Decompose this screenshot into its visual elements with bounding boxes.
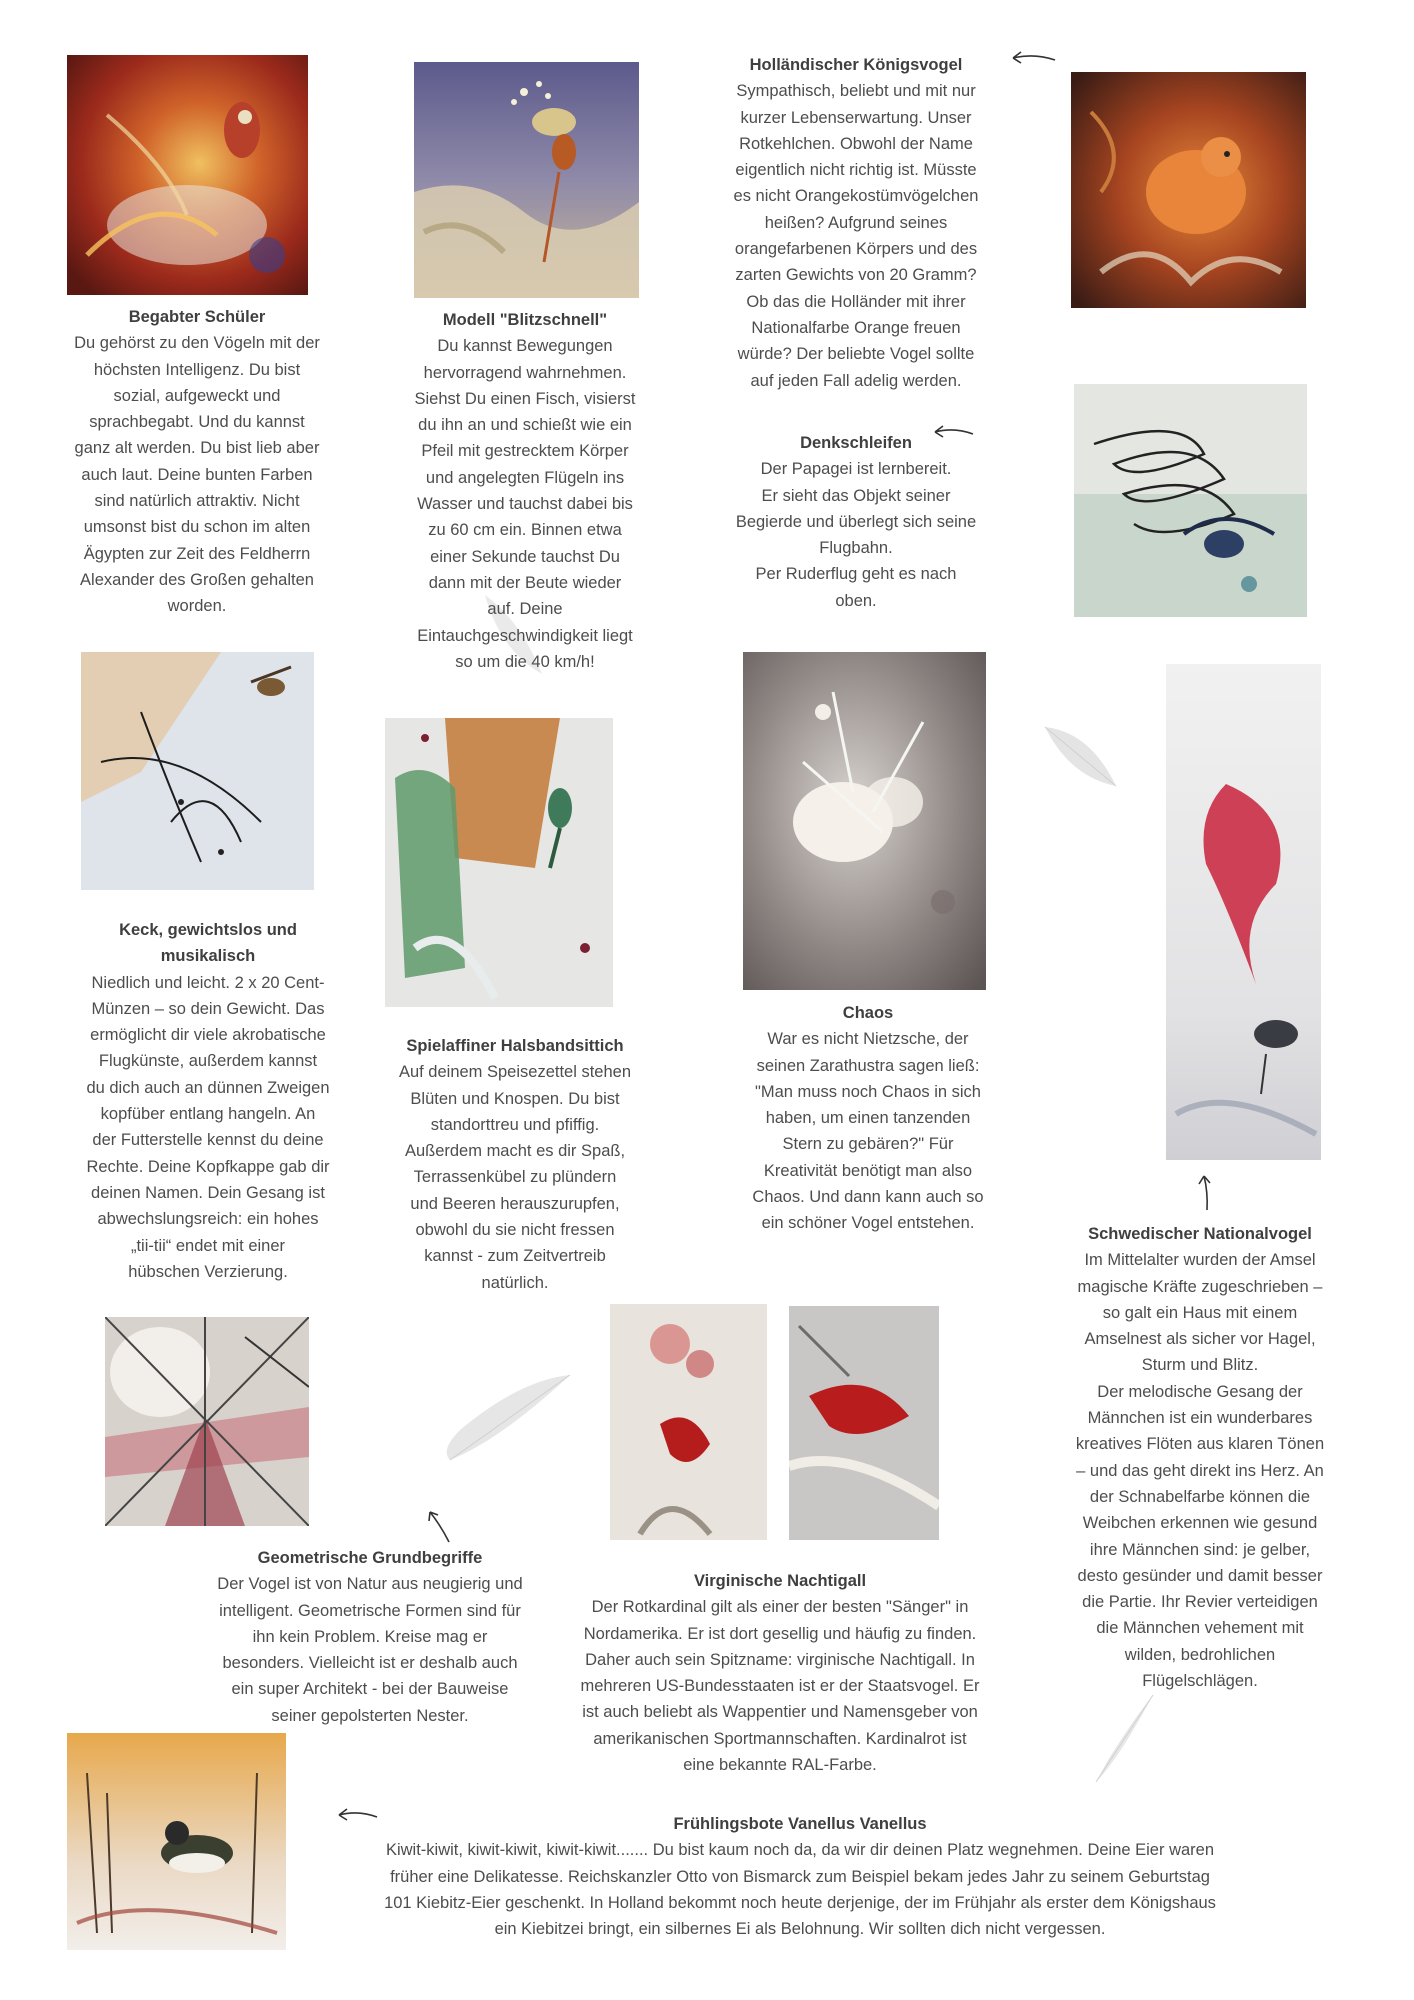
card-title: Geometrische Grundbegriffe bbox=[257, 1549, 483, 1567]
feather-icon bbox=[1040, 722, 1122, 792]
card-halsbandsittich bbox=[383, 1033, 647, 1296]
arrow-left-icon bbox=[1009, 48, 1057, 68]
card-body: Niedlich und leicht. 2 x 20 Cent- Münzen – so dein Gewicht. Das ermöglicht dir viele akrobatische Flugkünste, außerdem kannst du dich auch an dünnen Zweigen kopfüber entlang hangeln. An der Futterstelle kennst du deine Rechte. Deine Kopfkappe gab dir deinen Namen. Dein Gesang ist abwechslungsreich: ein hohes „tii-tii“ endet mit einer hübschen Verzierung. bbox=[86, 973, 330, 1281]
painting-chaos bbox=[743, 652, 986, 990]
card-begabter-schueler bbox=[62, 304, 332, 620]
card-body: Kiwit-kiwit, kiwit-kiwit, kiwit-kiwit....... Du bist kaum noch da, da wir dir deinen Platz wegnehmen. Deine Eier waren früher eine Delikatesse. Reichskanzler Otto von Bismarck zum Beispiel bekam jedes Jahr zu seinem Geburtstag 101 Kiebitz-Eier geschenkt. In Holland bekommt noch heute derjenige, der im Frühjahr als erster dem Königshaus ein Kiebitzei bringt, ein silbernes Ei als Belohnung. Wir sollten dich nicht vergessen. bbox=[384, 1841, 1216, 1939]
card-title: Schwedischer Nationalvogel bbox=[1088, 1225, 1312, 1243]
card-body: Sympathisch, beliebt und mit nur kurzer Lebenserwartung. Unser Rotkehlchen. Obwohl der Name eigentlich nicht richtig ist. Müsste es nicht Orangekostümvögelchen heißen? Aufgrund seines orangefarbenen Körpers und des zarten Gewichts von 20 Gramm? Ob das die Holländer mit ihrer Nationalfarbe Orange freuen würde? Der beliebte Vogel sollte auf jeden Fall adelig werden. bbox=[733, 82, 979, 390]
card-title: Spielaffiner Halsbandsittich bbox=[406, 1037, 624, 1055]
card-title: Denkschleifen bbox=[800, 434, 912, 452]
card-body: Du kannst Bewegungen hervorragend wahrnehmen. Siehst Du einen Fisch, visierst du ihn an und schießt wie ein Pfeil mit gestrecktem Körper und angelegten Flügeln ins Wasser und tauchst dabei bis zu 60 cm ein. Binnen etwa einer Sekunde tauchst Du dann mit der Beute wieder auf. Deine Eintauchgeschwindigkeit liegt so um die 40 km/h! bbox=[414, 337, 636, 671]
painting-geometrisch bbox=[105, 1317, 309, 1526]
card-body: Du gehörst zu den Vögeln mit der höchsten Intelligenz. Du bist sozial, aufgeweckt und sprachbegabt. Und du kannst ganz alt werden. Du bist lieb aber auch laut. Deine bunten Farben sind natürlich attraktiv. Nicht umsonst bist du schon im alten Ägypten zur Zeit des Feldherrn Alexander des Großen gehalten worden. bbox=[74, 334, 320, 616]
painting-keck bbox=[81, 652, 314, 890]
card-denkschleifen bbox=[716, 430, 996, 614]
card-body: Im Mittelalter wurden der Amsel magische Kräfte zugeschrieben – so galt ein Haus mit einem Amselnest als sicher vor Hagel, Sturm und Blitz. Der melodische Gesang der Männchen ist ein wunderbares kreatives Flöten aus klaren Tönen – und das geht direkt ins Herz. An der Schnabelfarbe können die Weibchen erkennen wie gesund ihre Männchen sind: je gelber, desto gesünder und damit besser die Partie. Ihr Revier verteidigen die Männchen vehement mit wilden, bedrohlichen Flügelschlägen. bbox=[1075, 1251, 1325, 1691]
feather-icon bbox=[430, 1370, 575, 1465]
painting-halsbandsittich bbox=[385, 718, 613, 1007]
card-koenigsvogel bbox=[716, 52, 996, 394]
card-title: Holländischer Königsvogel bbox=[749, 56, 963, 74]
painting-parrot-red bbox=[67, 55, 308, 295]
card-body: War es nicht Nietzsche, der seinen Zarathustra sagen ließ: "Man muss noch Chaos in sich haben, um einen tanzenden Stern zu gebären?" Für Kreativität benötigt man also Chaos. Und dann kann auch so ein schöner Vogel entstehen. bbox=[752, 1030, 984, 1233]
card-body: Der Rotkardinal gilt als einer der besten "Sänger" in Nordamerika. Er ist dort gesellig und häufig zu finden. Daher auch sein Spitzname: virginische Nachtigall. In mehreren US-Bundesstaaten ist er der Staatsvogel. Er ist auch beliebt als Wappentier und Namensgeber von amerikanischen Sportmannschaften. Kardinalrot ist eine bekannte RAL-Farbe. bbox=[580, 1598, 980, 1775]
card-vanellus bbox=[300, 1811, 1300, 1942]
arrow-up-icon bbox=[1196, 1172, 1216, 1212]
card-chaos bbox=[733, 1000, 1003, 1237]
card-nachtigall bbox=[560, 1568, 1000, 1778]
card-geometrische bbox=[200, 1545, 540, 1729]
feather-icon bbox=[1088, 1690, 1158, 1786]
card-keck bbox=[68, 917, 348, 1285]
card-body: Auf deinem Speisezettel stehen Blüten und Knospen. Du bist standorttreu und pfiffig. Außerdem macht es dir Spaß, Terrassenkübel zu plündern und Beeren herauszurupfen, obwohl du sie nicht fressen kannst - zum Zeitvertreib natürlich. bbox=[398, 1063, 632, 1292]
card-title: Frühlingsbote Vanellus Vanellus bbox=[673, 1815, 927, 1833]
card-title: Begabter Schüler bbox=[128, 308, 266, 326]
card-title: Keck, gewichtslos und musikalisch bbox=[119, 921, 297, 966]
card-body: Der Papagei ist lernbereit. Er sieht das Objekt seiner Begierde und überlegt sich seine Flugbahn. Per Ruderflug geht es nach oben. bbox=[735, 460, 977, 610]
painting-kardinal-1 bbox=[610, 1304, 767, 1540]
card-title: Modell "Blitzschnell" bbox=[442, 311, 608, 329]
painting-robin bbox=[1071, 72, 1306, 308]
card-title: Virginische Nachtigall bbox=[693, 1572, 867, 1590]
card-body: Der Vogel ist von Natur aus neugierig und intelligent. Geometrische Formen sind für ihn kein Problem. Kreise mag er besonders. Vielleicht ist er deshalb auch ein super Architekt - bei der Bauweise seiner gepolsterten Nester. bbox=[217, 1575, 523, 1725]
painting-amsel bbox=[1166, 664, 1321, 1160]
painting-kardinal-2 bbox=[789, 1306, 939, 1540]
arrow-up-icon bbox=[424, 1508, 454, 1544]
painting-kingfisher bbox=[414, 62, 639, 298]
card-blitzschnell bbox=[390, 307, 660, 675]
card-title: Chaos bbox=[842, 1004, 894, 1022]
painting-denkschleifen bbox=[1074, 384, 1307, 617]
card-nationalvogel bbox=[1060, 1221, 1340, 1694]
painting-kiebitz bbox=[67, 1733, 286, 1950]
